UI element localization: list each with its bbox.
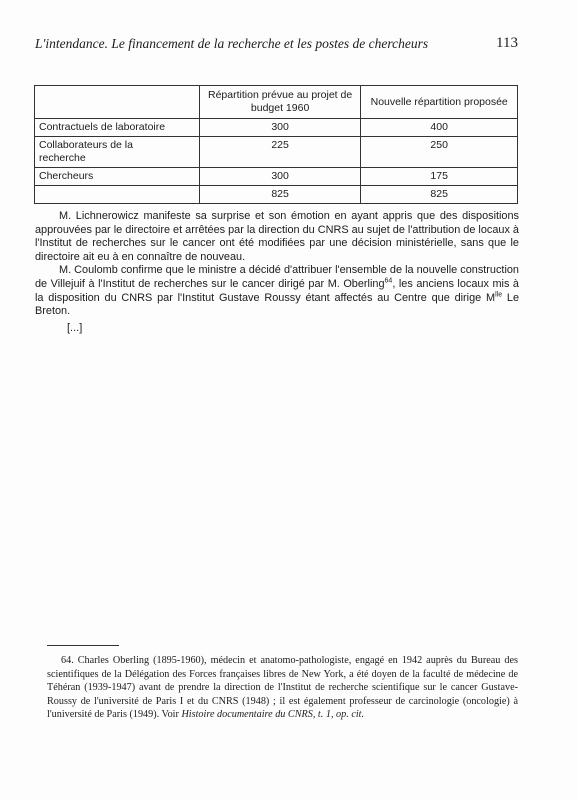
row-label: Contractuels de laboratoire: [35, 119, 200, 137]
running-title: L'intendance. Le financement de la recherche et les postes de chercheurs: [35, 36, 429, 51]
row-prevue: 300: [199, 119, 361, 137]
footnote-text: 64. Charles Oberling (1895-1960), médecin et anatomo-pathologiste, engagé en 1942 auprès du Bureau des scientifiques de la Délégation des Forces françaises libres de New York, a été doyen de la faculté de médecine de Téhéran (1939-1947) avant de prendre la direction de l'Institut de recherche scientifique sur le cancer Gustave-Roussy de l'université de Paris I et du CNRS (1948) ; il est également professeur de carcinologie (oncologie) à l'université de Paris (1949). Voir: [47, 655, 518, 721]
row-nouvelle: 400: [361, 119, 518, 137]
row-nouvelle: 175: [361, 168, 518, 186]
budget-table: [34, 85, 518, 204]
table-header-nouvelle: Nouvelle répartition proposée: [361, 86, 518, 119]
footnote-citation: Histoire documentaire du CNRS, t. 1, op. cit.: [181, 709, 365, 721]
table-row: [35, 168, 518, 186]
superscript-lle: lle: [495, 290, 503, 298]
row-nouvelle: 250: [361, 137, 518, 168]
page-number: 113: [496, 35, 518, 51]
row-label: Chercheurs: [35, 168, 200, 186]
body-text: [35, 210, 519, 319]
running-header: [35, 36, 518, 54]
row-label: Collaborateurs de la recherche: [35, 137, 200, 168]
ellipsis: [...]: [67, 322, 83, 334]
total-prevue: 825: [199, 186, 361, 204]
paragraph-lichnerowicz: M. Lichnerowicz manifeste sa surprise et son émotion en ayant appris que des dispositions approuvées par le directoire et arrêtées par la direction du CNRS au sujet de l'attribution de locaux à l'Institut de recherches sur le cancer ont été modifiées par une décision ministérielle, sans que le directoire ait eu à en connaître de nouveau.: [35, 210, 519, 263]
paragraph-coulomb: M. Coulomb confirme que le ministre a décidé d'attribuer l'ensemble de la nouvelle construction de Villejuif à l'Institut de recherches sur le cancer dirigé par M. Oberling$^{64}$, les anciens locaux mis à la disposition du CNRS par l'Institut Gustave Roussy étant affectés au Centre que dirige $M^{lle}$ Le Breton.: [35, 264, 520, 318]
table-row: [35, 137, 518, 168]
footnote-ref[interactable]: 64: [384, 277, 393, 285]
table-header-row: [35, 86, 518, 119]
row-prevue: 300: [199, 168, 361, 186]
footnote-divider: [47, 645, 119, 646]
total-nouvelle: 825: [361, 186, 518, 204]
table-header-prevue: Répartition prévue au projet de budget 1960: [199, 86, 361, 119]
total-label: [35, 186, 200, 204]
footnote-64: [47, 654, 518, 722]
table-row: [35, 119, 518, 137]
row-prevue: 225: [199, 137, 361, 168]
table-header-empty: [35, 86, 200, 119]
table-total-row: [35, 186, 518, 204]
